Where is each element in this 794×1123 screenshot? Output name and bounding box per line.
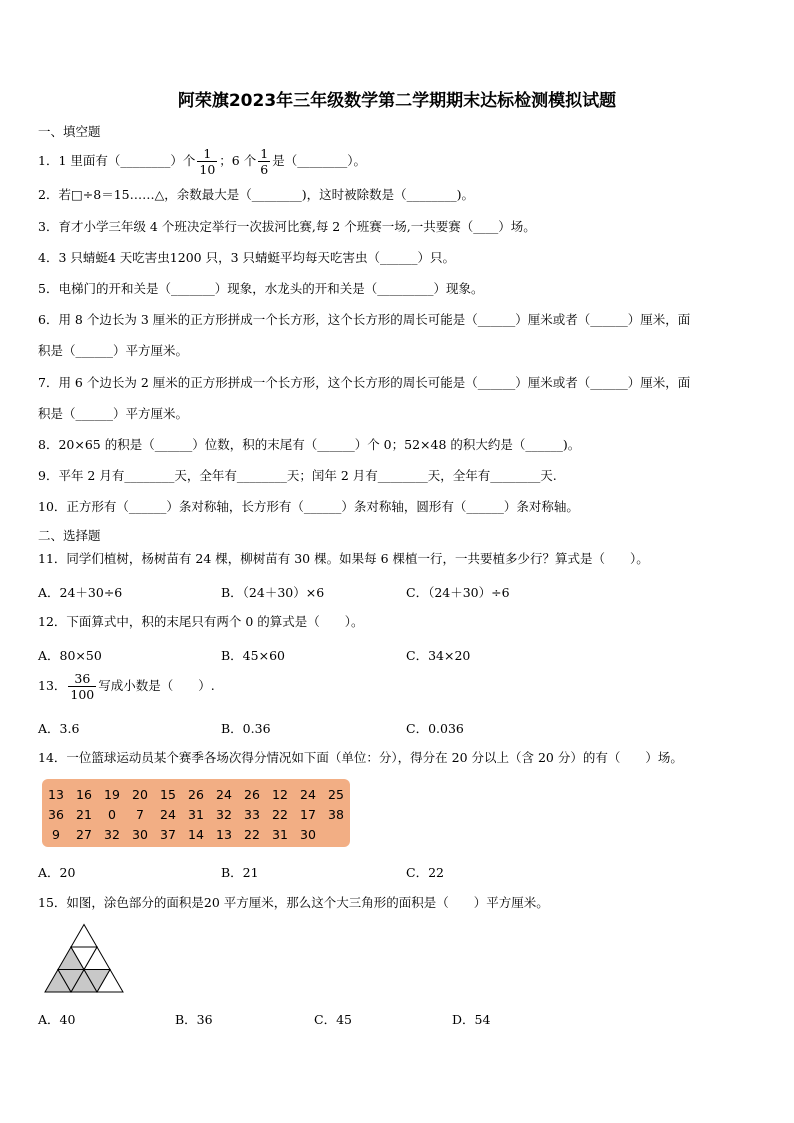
question-8: 8．20×65 的积是（______）位数，积的末尾有（______）个 0；52×48 的积大约是（______)。	[38, 437, 581, 452]
fraction-1-10: $\frac{1}{10}$	[199, 146, 216, 177]
question-7-line1: 7．用 6 个边长为 2 厘米的正方形拼成一个长方形，这个长方形的周长可能是（______）厘米或者（______）厘米，面	[38, 375, 691, 390]
q12-option-a[interactable]: A．80×50	[38, 648, 102, 663]
score-cell: 24	[216, 787, 232, 802]
q15-option-b[interactable]: B．36	[175, 1012, 213, 1027]
score-cell: 7	[136, 807, 144, 822]
question-1	[38, 146, 366, 177]
score-cell: 31	[272, 827, 288, 842]
question-14: 14．一位篮球运动员某个赛季各场次得分情况如下面（单位：分），得分在 20 分以上（含 20 分）的有（ ）场。	[38, 750, 683, 765]
score-cell: 37	[160, 827, 176, 842]
question-9: 9．平年 2 月有________天，全年有________天；闰年 2 月有________天，全年有________天.	[38, 468, 557, 483]
q13-option-a[interactable]: A．3.6	[38, 721, 80, 736]
small-triangle	[71, 925, 97, 948]
score-cell: 25	[328, 787, 344, 802]
q12-option-b[interactable]: B．45×60	[221, 648, 285, 663]
question-6-line2: 积是（______）平方厘米。	[38, 343, 189, 358]
q14-option-a[interactable]: A．20	[38, 865, 76, 880]
q11-option-c[interactable]: C．（24＋30）÷6	[406, 585, 510, 600]
question-11: 11．同学们植树，杨树苗有 24 棵，柳树苗有 30 棵。如果每 6 棵植一行，一共要植多少行？算式是（ ）。	[38, 551, 649, 566]
score-cell: 26	[188, 787, 204, 802]
score-cell: 31	[188, 807, 204, 822]
q13-text: 写成小数是（ ）.	[98, 678, 215, 693]
score-cell: 38	[328, 807, 344, 822]
q1-part2: ；6 个	[219, 153, 257, 168]
score-table	[42, 779, 350, 847]
q1-part3: 是（________）。	[272, 153, 366, 168]
q1-part1: 1．1 里面有（________）个	[38, 153, 196, 168]
q15-option-a[interactable]: A．40	[38, 1012, 76, 1027]
score-cell: 17	[300, 807, 316, 822]
q11-option-b[interactable]: B．（24＋30）×6	[221, 585, 325, 600]
question-7-line2: 积是（______）平方厘米。	[38, 406, 189, 421]
q13-number: 13．	[38, 678, 67, 693]
q12-option-c[interactable]: C．34×20	[406, 648, 471, 663]
score-cell: 33	[244, 807, 260, 822]
score-cell: 14	[188, 827, 204, 842]
question-2: 2．若□÷8＝15……△，余数最大是（________)，这时被除数是（________)。	[38, 187, 474, 202]
score-cell: 13	[216, 827, 232, 842]
score-cell: 16	[76, 787, 92, 802]
score-cell: 24	[300, 787, 316, 802]
score-row	[42, 805, 350, 825]
score-cell: 15	[160, 787, 176, 802]
q14-option-b[interactable]: B．21	[221, 865, 259, 880]
score-cell: 30	[300, 827, 316, 842]
score-cell: 0	[108, 807, 116, 822]
score-row	[42, 825, 350, 845]
question-3: 3．育才小学三年级 4 个班决定举行一次拔河比赛,每 2 个班赛一场,一共要赛（____）场。	[38, 219, 536, 234]
question-4: 4．3 只蜻蜓4 天吃害虫1200 只，3 只蜻蜓平均每天吃害虫（______）只。	[38, 250, 456, 265]
question-6-line1: 6．用 8 个边长为 3 厘米的正方形拼成一个长方形，这个长方形的周长可能是（______）厘米或者（______）厘米，面	[38, 312, 691, 327]
section-fill-blank-heading: 一、填空题	[38, 124, 101, 139]
section-choice-heading: 二、选择题	[38, 528, 101, 543]
q11-option-a[interactable]: A．24＋30÷6	[38, 585, 123, 600]
score-cell: 26	[244, 787, 260, 802]
q14-option-c[interactable]: C．22	[406, 865, 444, 880]
q15-option-c[interactable]: C．45	[314, 1012, 352, 1027]
question-13	[38, 671, 215, 702]
score-cell: 20	[132, 787, 148, 802]
score-cell: 32	[104, 827, 120, 842]
score-cell: 30	[132, 827, 148, 842]
score-cell: 13	[48, 787, 64, 802]
score-cell: 19	[104, 787, 120, 802]
q13-option-b[interactable]: B．0.36	[221, 721, 271, 736]
question-12: 12．下面算式中，积的末尾只有两个 0 的算式是（ ）。	[38, 614, 364, 629]
score-cell: 9	[52, 827, 60, 842]
question-10: 10．正方形有（______）条对称轴，长方形有（______）条对称轴，圆形有（______）条对称轴。	[38, 499, 579, 514]
score-cell: 12	[272, 787, 288, 802]
score-cell: 32	[216, 807, 232, 822]
score-cell: 27	[76, 827, 92, 842]
score-row	[42, 785, 350, 805]
triangle-figure	[42, 922, 126, 996]
triangle-grid	[45, 925, 123, 993]
score-cell: 24	[160, 807, 176, 822]
score-cell: 21	[76, 807, 92, 822]
question-5: 5．电梯门的开和关是（_______）现象，水龙头的开和关是（_________）现象。	[38, 281, 484, 296]
score-cell: 22	[244, 827, 260, 842]
score-cell: 22	[272, 807, 288, 822]
fraction-1-6: $\frac{1}{6}$	[260, 146, 269, 177]
page-title: 阿荣旗2023年三年级数学第二学期期末达标检测模拟试题	[177, 91, 617, 111]
question-15: 15．如图，涂色部分的面积是20 平方厘米，那么这个大三角形的面积是（ ）平方厘米。	[38, 895, 549, 910]
fraction-36-100: $\frac{36}{100}$	[70, 671, 95, 702]
q13-option-c[interactable]: C．0.036	[406, 721, 464, 736]
score-cell: 36	[48, 807, 64, 822]
q15-option-d[interactable]: D．54	[452, 1012, 491, 1027]
